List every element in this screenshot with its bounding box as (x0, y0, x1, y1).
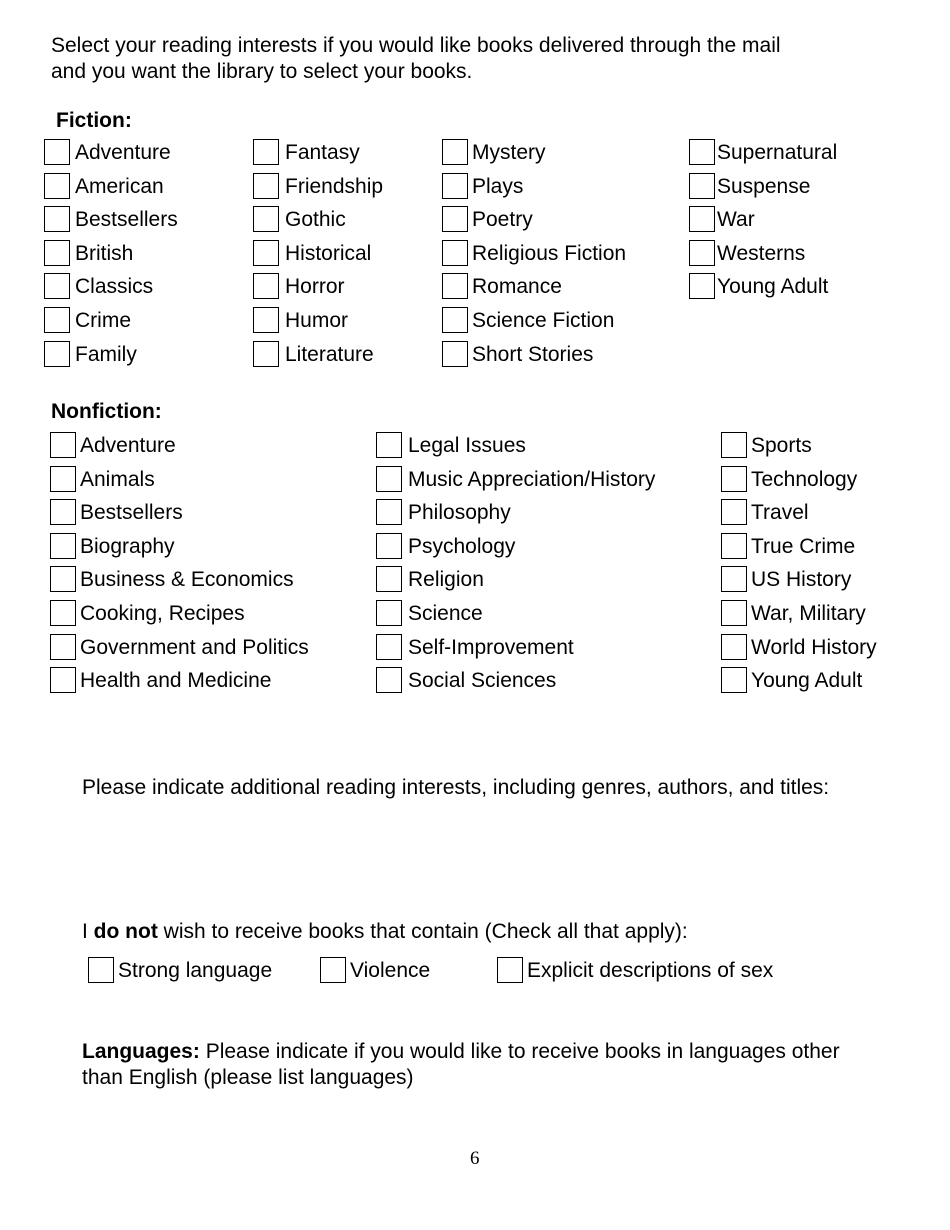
nonfiction-option-label: Bestsellers (80, 501, 183, 525)
exclusion-label: Strong language (118, 959, 273, 982)
exclusion-checkbox[interactable] (320, 957, 346, 983)
nonfiction-option-label: Health and Medicine (80, 669, 272, 693)
exclusion-checkbox[interactable] (88, 957, 114, 983)
fiction-option-checkbox[interactable] (442, 273, 468, 299)
fiction-option-checkbox[interactable] (689, 173, 715, 199)
exclusions-emphasis: do not (93, 920, 158, 943)
fiction-option-label: Young Adult (717, 275, 829, 299)
nonfiction-option-label: US History (751, 568, 852, 592)
fiction-option-checkbox[interactable] (689, 206, 715, 232)
fiction-option-checkbox[interactable] (442, 341, 468, 367)
nonfiction-option-label: Sports (751, 434, 812, 457)
nonfiction-option-checkbox[interactable] (376, 667, 402, 693)
nonfiction-option-label: Self-Improvement (408, 635, 574, 659)
nonfiction-option-checkbox[interactable] (721, 667, 747, 693)
nonfiction-option-label: Technology (751, 467, 858, 491)
nonfiction-option-checkbox[interactable] (721, 432, 747, 458)
fiction-option-label: Poetry (472, 208, 533, 232)
fiction-option-label: Short Stories (472, 342, 594, 366)
languages-line-1 (82, 1040, 840, 1064)
intro-line-2: and you want the library to select your books. (51, 60, 473, 83)
page-number: 6 (470, 1148, 480, 1169)
nonfiction-option-label: Government and Politics (80, 635, 309, 659)
languages-text-1: Please indicate if you would like to receive books in languages other (199, 1040, 840, 1063)
nonfiction-option-label: Travel (751, 501, 809, 525)
nonfiction-option-checkbox[interactable] (721, 566, 747, 592)
fiction-option-checkbox[interactable] (689, 139, 715, 165)
nonfiction-option-checkbox[interactable] (50, 533, 76, 559)
fiction-option-checkbox[interactable] (44, 173, 70, 199)
fiction-option-label: Family (75, 342, 137, 366)
nonfiction-option-label: Music Appreciation/History (408, 467, 656, 491)
nonfiction-option-checkbox[interactable] (721, 600, 747, 626)
exclusion-checkbox[interactable] (497, 957, 523, 983)
fiction-option-checkbox[interactable] (442, 173, 468, 199)
exclusion-label: Violence (350, 959, 431, 982)
languages-line-2: than English (please list languages) (82, 1066, 414, 1089)
nonfiction-option-label: Biography (80, 534, 175, 558)
fiction-option-checkbox[interactable] (44, 341, 70, 367)
languages-label: Languages: (82, 1040, 200, 1063)
fiction-option-checkbox[interactable] (44, 206, 70, 232)
nonfiction-option-checkbox[interactable] (376, 499, 402, 525)
fiction-option-label: British (75, 241, 134, 265)
fiction-option-label: War (717, 208, 755, 232)
fiction-option-label: Literature (285, 342, 374, 366)
fiction-option-label: Romance (472, 275, 562, 299)
exclusion-label: Explicit descriptions of sex (527, 959, 774, 982)
fiction-option-checkbox[interactable] (253, 139, 279, 165)
fiction-option-label: Mystery (472, 141, 546, 164)
fiction-option-label: Science Fiction (472, 309, 615, 332)
nonfiction-option-label: Social Sciences (408, 669, 557, 693)
fiction-option-checkbox[interactable] (253, 173, 279, 199)
fiction-option-checkbox[interactable] (442, 206, 468, 232)
intro-line-1: Select your reading interests if you would like books delivered through the mail (51, 34, 781, 57)
nonfiction-option-label: Young Adult (751, 669, 863, 693)
nonfiction-option-label: Business & Economics (80, 568, 294, 592)
fiction-option-label: Crime (75, 309, 131, 332)
fiction-option-label: Bestsellers (75, 208, 178, 232)
fiction-option-label: Westerns (717, 241, 806, 265)
exclusions-suffix: wish to receive books that contain (Check all that apply): (157, 920, 688, 943)
fiction-option-label: Classics (75, 275, 154, 299)
fiction-option-label: Supernatural (717, 141, 838, 164)
nonfiction-option-label: Cooking, Recipes (80, 602, 245, 625)
nonfiction-option-label: Adventure (80, 434, 176, 457)
fiction-option-label: Adventure (75, 141, 171, 164)
fiction-option-checkbox[interactable] (44, 273, 70, 299)
nonfiction-option-label: War, Military (751, 602, 866, 625)
fiction-option-checkbox[interactable] (442, 307, 468, 333)
additional-interests-area[interactable] (82, 808, 872, 908)
fiction-option-label: Plays (472, 174, 524, 198)
additional-interests-prompt: Please indicate additional reading interests, including genres, authors, and titles: (82, 776, 830, 799)
nonfiction-option-checkbox[interactable] (721, 499, 747, 525)
fiction-option-checkbox[interactable] (442, 240, 468, 266)
nonfiction-option-checkbox[interactable] (376, 600, 402, 626)
nonfiction-option-checkbox[interactable] (721, 466, 747, 492)
nonfiction-option-label: Animals (80, 467, 155, 491)
nonfiction-option-checkbox[interactable] (50, 600, 76, 626)
fiction-option-label: Gothic (285, 208, 346, 232)
fiction-option-checkbox[interactable] (253, 273, 279, 299)
nonfiction-option-label: True Crime (751, 534, 856, 558)
fiction-option-checkbox[interactable] (689, 273, 715, 299)
fiction-heading: Fiction: (56, 109, 132, 132)
nonfiction-option-checkbox[interactable] (50, 432, 76, 458)
nonfiction-option-checkbox[interactable] (50, 466, 76, 492)
nonfiction-option-label: Philosophy (408, 501, 511, 525)
nonfiction-option-checkbox[interactable] (50, 667, 76, 693)
nonfiction-option-checkbox[interactable] (376, 634, 402, 660)
nonfiction-option-checkbox[interactable] (376, 566, 402, 592)
fiction-option-checkbox[interactable] (253, 206, 279, 232)
nonfiction-option-label: Psychology (408, 534, 516, 558)
nonfiction-option-checkbox[interactable] (376, 533, 402, 559)
fiction-option-label: American (75, 174, 164, 198)
fiction-option-label: Humor (285, 309, 349, 332)
fiction-option-checkbox[interactable] (253, 307, 279, 333)
fiction-option-label: Horror (285, 275, 345, 299)
fiction-option-checkbox[interactable] (44, 240, 70, 266)
exclusions-prefix: I (82, 920, 94, 943)
fiction-option-label: Religious Fiction (472, 241, 627, 265)
nonfiction-option-checkbox[interactable] (721, 533, 747, 559)
nonfiction-option-checkbox[interactable] (376, 432, 402, 458)
nonfiction-option-label: World History (751, 635, 877, 659)
nonfiction-option-label: Religion (408, 568, 484, 592)
fiction-option-checkbox[interactable] (44, 307, 70, 333)
fiction-option-checkbox[interactable] (689, 240, 715, 266)
fiction-option-label: Historical (285, 241, 372, 265)
exclusions-prompt (82, 920, 688, 944)
fiction-option-label: Suspense (717, 174, 811, 198)
nonfiction-option-label: Legal Issues (408, 434, 526, 457)
nonfiction-option-checkbox[interactable] (721, 634, 747, 660)
nonfiction-heading: Nonfiction: (51, 400, 162, 423)
nonfiction-option-checkbox[interactable] (50, 634, 76, 660)
nonfiction-option-checkbox[interactable] (376, 466, 402, 492)
fiction-option-label: Friendship (285, 174, 384, 198)
nonfiction-option-checkbox[interactable] (50, 566, 76, 592)
fiction-option-checkbox[interactable] (253, 240, 279, 266)
fiction-option-checkbox[interactable] (253, 341, 279, 367)
languages-entry-area[interactable] (82, 1096, 872, 1136)
fiction-option-label: Fantasy (285, 141, 360, 164)
fiction-option-checkbox[interactable] (442, 139, 468, 165)
fiction-option-checkbox[interactable] (44, 139, 70, 165)
nonfiction-option-checkbox[interactable] (50, 499, 76, 525)
nonfiction-option-label: Science (408, 602, 483, 625)
